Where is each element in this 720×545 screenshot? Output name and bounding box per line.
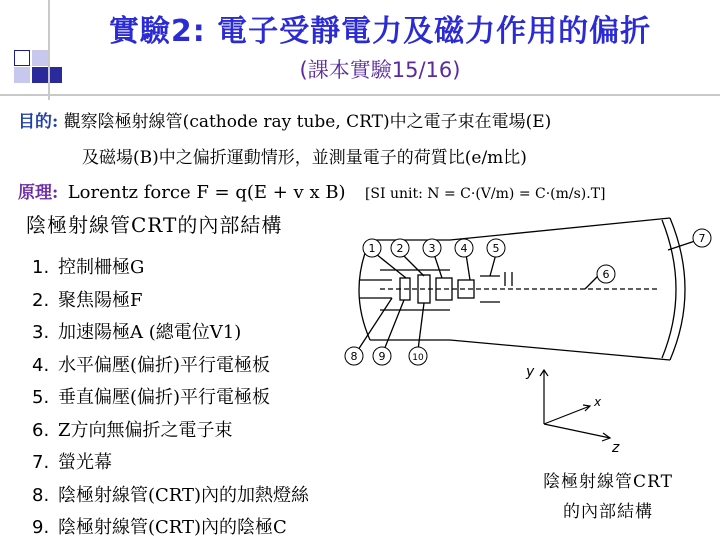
svg-text:10: 10 xyxy=(412,353,424,363)
label-4 xyxy=(455,239,473,257)
svg-text:8: 8 xyxy=(350,350,358,363)
list-item: 7. 螢光幕 xyxy=(32,452,112,473)
page-subtitle: (課本實驗15/16) xyxy=(299,58,461,82)
lorentz-formula: Lorentz force F = q(E + v x B) xyxy=(67,182,346,203)
svg-text:1: 1 xyxy=(368,242,376,255)
diagram-caption xyxy=(508,467,708,527)
purpose-text-2: 及磁場(B)中之偏折運動情形，並測量電子的荷質比(e/m比) xyxy=(82,148,527,168)
purpose-text-1: 觀察陰極射線管(cathode ray tube, CRT)中之電子束在電場(E) xyxy=(63,112,552,132)
list-item: 1. 控制柵極G xyxy=(32,257,145,278)
svg-text:2: 2 xyxy=(396,242,404,255)
si-unit: [SI unit: N = C·(V/m) = C·(m/s).T] xyxy=(364,186,606,202)
list-item: 4. 水平偏壓(偏折)平行電極板 xyxy=(32,354,271,376)
list-item: 9. 陰極射線管(CRT)內的陰極C xyxy=(32,517,287,538)
list-item: 2. 聚焦陽極F xyxy=(32,289,143,311)
decor-square xyxy=(32,50,48,66)
svg-text:5: 5 xyxy=(492,242,500,255)
principle-label: 原理: xyxy=(18,183,59,203)
axis-x-label: x xyxy=(594,395,602,409)
svg-text:4: 4 xyxy=(460,242,468,255)
list-item: 5. 垂直偏壓(偏折)平行電極板 xyxy=(32,387,271,408)
axis-y-label: y xyxy=(526,364,535,380)
purpose-line-1 xyxy=(18,107,551,132)
list-item: 8. 陰極射線管(CRT)內的加熱燈絲 xyxy=(32,484,310,506)
caption-line-1: 陰極射線管CRT xyxy=(543,472,673,492)
label-3 xyxy=(423,239,441,257)
list-item: 3. 加速陽極A (總電位V1) xyxy=(32,322,242,343)
svg-text:9: 9 xyxy=(378,350,386,363)
label-6 xyxy=(597,265,615,283)
decor-square xyxy=(32,67,48,83)
structure-list xyxy=(32,252,309,545)
screen xyxy=(662,220,676,358)
label-5 xyxy=(487,239,505,257)
structure-title: 陰極射線管CRT的內部結構 xyxy=(26,213,283,237)
label-7 xyxy=(693,229,711,247)
purpose-line-2 xyxy=(82,143,527,168)
crt-diagram xyxy=(340,210,720,470)
svg-text:6: 6 xyxy=(602,268,610,281)
decor-square xyxy=(14,67,30,83)
purpose-label: 目的: xyxy=(18,112,59,132)
label-2 xyxy=(391,239,409,257)
caption-line-2: 的內部結構 xyxy=(563,502,653,522)
principle-line xyxy=(18,178,606,203)
label-9 xyxy=(373,347,391,365)
tube-outline xyxy=(370,218,670,240)
tube-outline xyxy=(670,218,685,360)
axis-z-label: z xyxy=(612,440,620,456)
deflection-plates xyxy=(505,272,512,286)
svg-text:3: 3 xyxy=(428,242,436,255)
page-title: 實驗2: 電子受靜電力及磁力作用的偏折 xyxy=(108,14,652,49)
header-divider xyxy=(0,94,720,96)
label-1 xyxy=(363,239,381,257)
list-item: 6. Z方向無偏折之電子束 xyxy=(32,419,233,441)
label-8 xyxy=(345,347,363,365)
svg-text:7: 7 xyxy=(698,232,706,245)
label-10 xyxy=(409,347,427,365)
decor-square xyxy=(14,50,30,66)
